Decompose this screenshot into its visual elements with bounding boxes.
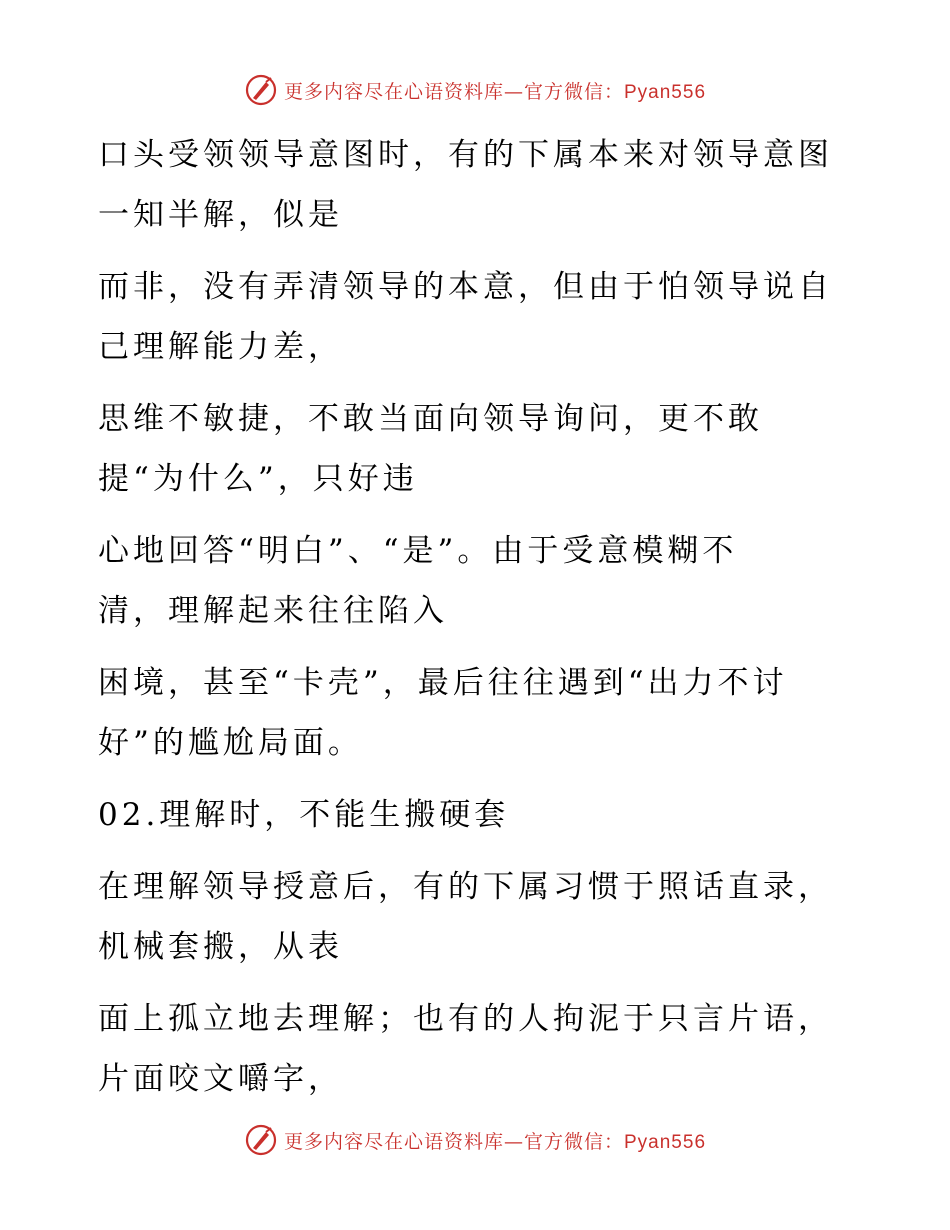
text-line: 面上孤立地去理解；也有的人拘泥于只言片语， <box>98 1001 833 1037</box>
banner-inner <box>244 73 706 107</box>
quill-pen-circle-icon <box>244 1123 278 1157</box>
text-line: 好”的尴尬局面。 <box>98 725 363 761</box>
banner-inner <box>244 1123 706 1157</box>
quill-pen-circle-icon <box>244 73 278 107</box>
paragraph-2 <box>98 257 858 377</box>
document-body <box>98 125 858 1121</box>
text-line: 清，理解起来往往陷入 <box>98 593 448 629</box>
text-line: 02.理解时，不能生搬硬套 <box>98 797 510 833</box>
wechat-id: Pyan556 <box>624 1131 707 1153</box>
paragraph-4 <box>98 521 858 641</box>
text-line: 口头受领领导意图时，有的下属本来对领导意图 <box>98 137 833 173</box>
text-line: 思维不敏捷，不敢当面向领导询问，更不敢 <box>98 401 763 437</box>
banner-text: 更多内容尽在心语资料库—官方微信：Pyan556 <box>283 1130 707 1153</box>
paragraph-5 <box>98 653 858 773</box>
text-line: 提“为什么”，只好违 <box>98 461 418 497</box>
paragraph-1 <box>98 125 858 245</box>
paragraph-6 <box>98 857 858 977</box>
banner-text: 更多内容尽在心语资料库—官方微信：Pyan556 <box>283 80 707 103</box>
text-line: 一知半解，似是 <box>98 197 343 233</box>
text-line: 困境，甚至“卡壳”，最后往往遇到“出力不讨 <box>98 665 788 701</box>
section-heading <box>98 785 858 845</box>
text-line: 机械套搬，从表 <box>98 929 343 965</box>
wechat-id: Pyan556 <box>624 81 707 103</box>
text-line: 己理解能力差， <box>98 329 343 365</box>
text-line: 在理解领导授意后，有的下属习惯于照话直录， <box>98 869 833 905</box>
paragraph-7 <box>98 989 858 1109</box>
text-line: 心地回答“明白”、“是”。由于受意模糊不 <box>98 533 738 569</box>
text-line: 而非，没有弄清领导的本意，但由于怕领导说自 <box>98 269 833 305</box>
footer-watermark-banner <box>0 1120 950 1160</box>
header-watermark-banner <box>0 70 950 110</box>
text-line: 片面咬文嚼字， <box>98 1061 343 1097</box>
paragraph-3 <box>98 389 858 509</box>
